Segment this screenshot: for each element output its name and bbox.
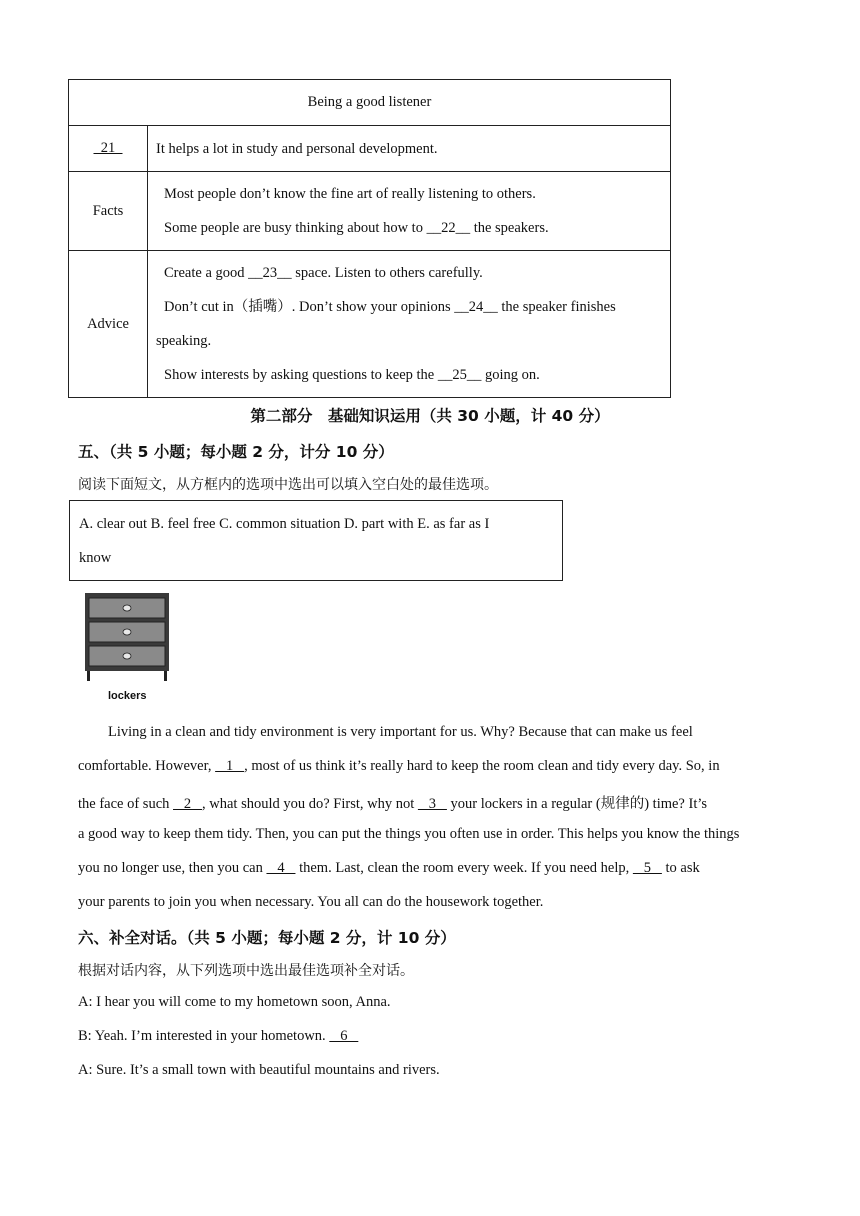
options-box [69,500,563,581]
row-content: Most people don’t know the fine art of really listening to others. Some people are busy thinking about how to __22__ the speakers. [148,172,671,251]
row-label-blank-21 [69,126,148,172]
passage-line: Living in a clean and tidy environment is very important for us. Why? Because that can make us feel [108,724,693,740]
part6-title: 六、补全对话。（共 5 小题；每小题 2 分，计 10 分） [78,929,456,947]
passage-line: your parents to join you when necessary. You all can do the housework together. [78,894,544,910]
lockers-image [84,592,172,704]
blank-4: 4 [266,860,296,876]
dialogue-line: B: Yeah. I’m interested in your hometown. 6 [78,1028,359,1044]
passage-line: a good way to keep them tidy. Then, you can put the things you often use in order. This helps you know the things [78,826,740,842]
blank-3: 3 [417,796,447,812]
passage-line: you no longer use, then you can 4 them. Last, clean the room every week. If you need help, 5 to ask [78,860,700,876]
options-line: A. clear out B. feel free C. common situation D. part with E. as far as I [79,516,490,532]
row-content: It helps a lot in study and personal development. [148,126,671,172]
passage-line: the face of such 2 , what should you do? First, why not 3 your lockers in a regular (规律的) time? It’s [78,796,708,812]
facts-line-blank-22: Some people are busy thinking about how to __22__ the speakers. [164,220,549,236]
row-content: Create a good __23__ space. Listen to others carefully. Don’t cut in（插嘴）. Don’t show your opinions __24__ the speaker finishes speaking. Show interests by asking questions to keep the __25__ going on. [148,251,671,398]
part6-instruction: 根据对话内容，从下列选项中选出最佳选项补全对话。 [78,963,414,979]
table-title: Being a good listener [69,80,671,126]
blank-21: 21 [93,140,123,156]
part5-title: 五、（共 5 小题；每小题 2 分，计分 10 分） [78,443,394,461]
dialogue-line: A: I hear you will come to my hometown soon, Anna. [78,994,391,1010]
row-label-advice: Advice [69,251,148,398]
blank-1: 1 [215,758,245,774]
image-caption: lockers [108,690,147,702]
row-label-facts: Facts [69,172,148,251]
passage-line: comfortable. However, 1 , most of us think it’s really hard to keep the room clean and tidy every day. So, in [78,758,720,774]
dialogue-line: A: Sure. It’s a small town with beautiful mountains and rivers. [78,1062,440,1078]
blank-2: 2 [173,796,203,812]
blank-6: 6 [329,1028,359,1044]
part5-instruction: 阅读下面短文，从方框内的选项中选出可以填入空白处的最佳选项。 [78,477,498,493]
section-title: 第二部分 基础知识运用（共 30 小题，计 40 分） [250,407,610,425]
options-line: know [79,550,112,566]
blank-5: 5 [632,860,662,876]
listening-table [68,79,671,398]
